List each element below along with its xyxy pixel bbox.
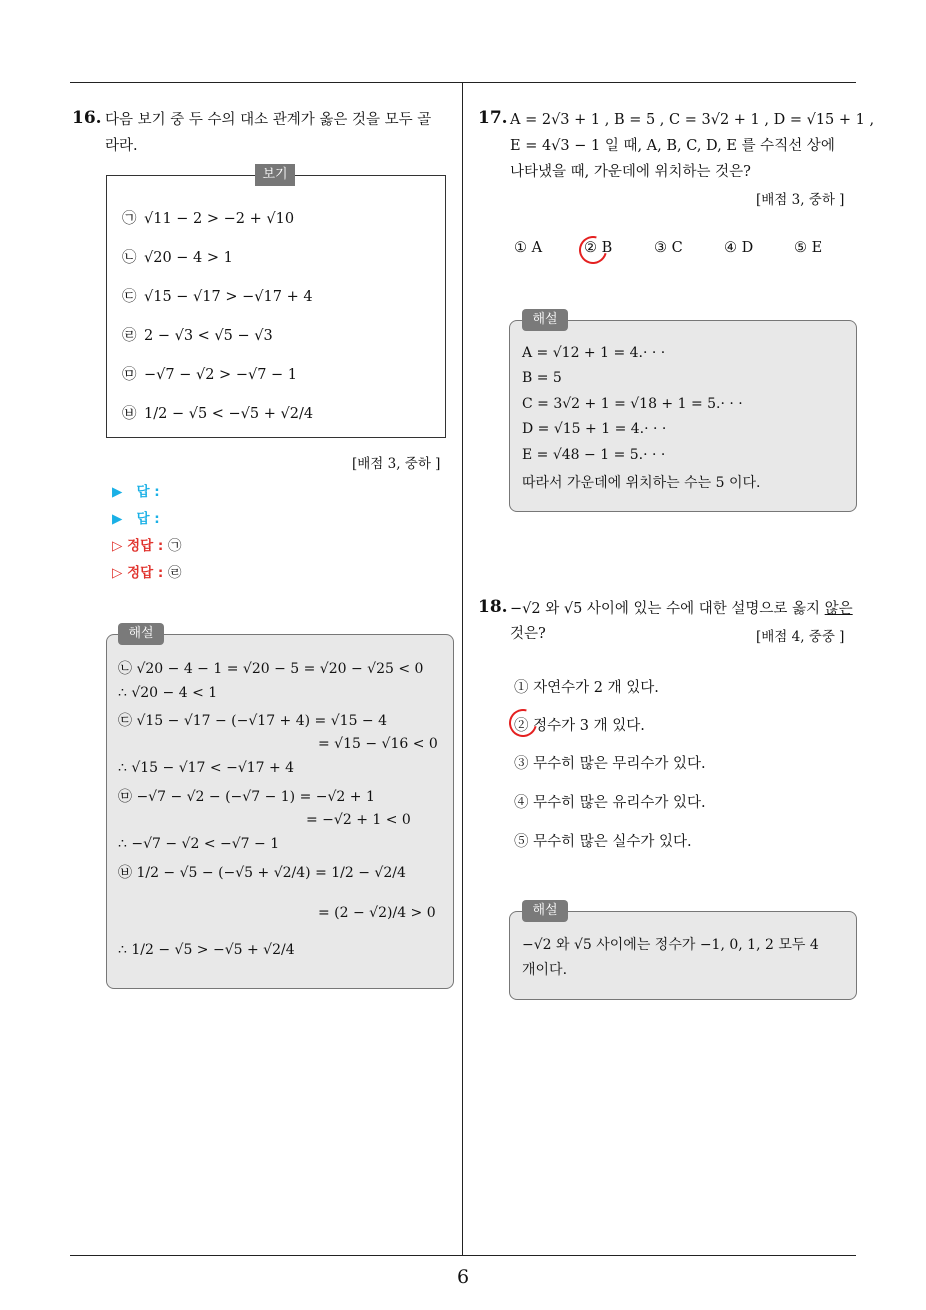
q16-solution-line: ㉡ √20 − 4 − 1 = √20 − 5 = √20 − √25 < 0 [118, 661, 424, 677]
q17-solution-tag: 해설 [522, 309, 568, 331]
bogi-title: 보기 [255, 164, 295, 186]
bottom-rule [70, 1255, 856, 1256]
q16-solution-line: ㉤ −√7 − √2 − (−√7 − 1) = −√2 + 1 [118, 789, 375, 805]
q16-stem-line1: 다음 보기 중 두 수의 대소 관계가 옳은 것을 모두 골 [105, 112, 432, 128]
q18-choice-3: ③ 무수히 많은 무리수가 있다. [514, 756, 706, 772]
q18-stem-line2: 것은? [510, 626, 546, 642]
q17-choice-2: ② B [584, 240, 613, 256]
q16-solution-line: ∴ −√7 − √2 < −√7 − 1 [118, 836, 280, 852]
q17-choice-5: ⑤ E [794, 240, 823, 256]
q16-solution-line: ∴ √20 − 4 < 1 [118, 685, 218, 701]
correct-answer-1: ▷ 정답 : ㉠ [112, 538, 182, 554]
top-rule [70, 82, 856, 83]
column-divider [462, 82, 463, 1256]
bogi-item-6: ㉥ 1/2 − √5 < −√5 + √2/4 [122, 406, 314, 422]
q18-solution-box [509, 911, 857, 1000]
q16-points: [배점 3, 중하 ] [352, 456, 441, 472]
q17-solution-line: E = √48 − 1 = 5.· · · [522, 447, 666, 463]
q18-choice-4: ④ 무수히 많은 유리수가 있다. [514, 795, 706, 811]
q17-choice-1: ① A [514, 240, 543, 256]
bogi-item-2: ㉡ √20 − 4 > 1 [122, 250, 233, 266]
q16-solution-line: = √15 − √16 < 0 [318, 736, 438, 752]
selected-answer-circle [574, 231, 612, 269]
q16-solution-tag: 해설 [118, 623, 164, 645]
q18-solution-tag: 해설 [522, 900, 568, 922]
q18-choice-2: ② 정수가 3 개 있다. [514, 718, 645, 734]
q16-number: 16. [72, 108, 102, 128]
q18-choice-5: ⑤ 무수히 많은 실수가 있다. [514, 834, 692, 850]
q17-number: 17. [478, 108, 508, 128]
bogi-item-3: ㉢ √15 − √17 > −√17 + 4 [122, 289, 313, 305]
q17-solution-line: 따라서 가운데에 위치하는 수는 5 이다. [522, 475, 761, 491]
bogi-item-1: ㉠ √11 − 2 > −2 + √10 [122, 211, 295, 227]
q17-stem-line1: A = 2√3 + 1 , B = 5 , C = 3√2 + 1 , D = √15 + 1 , [510, 112, 875, 128]
q18-number: 18. [478, 597, 508, 617]
q18-points: [배점 4, 중중 ] [756, 629, 845, 645]
q17-solution-line: A = √12 + 1 = 4.· · · [522, 345, 666, 361]
q16-solution-line: ∴ √15 − √17 < −√17 + 4 [118, 760, 295, 776]
q16-solution-line: ㉥ 1/2 − √5 − (−√5 + √2/4) = 1/2 − √2/4 [118, 865, 406, 881]
q17-stem-line2: E = 4√3 − 1 일 때, A, B, C, D, E 를 수직선 상에 [510, 138, 835, 154]
q17-choice-3: ③ C [654, 240, 683, 256]
q17-solution-line: D = √15 + 1 = 4.· · · [522, 421, 667, 437]
q18-solution-line: 개이다. [522, 962, 568, 978]
answer-line-2: ▶ 답 : [112, 511, 160, 527]
q18-solution-line: −√2 와 √5 사이에는 정수가 −1, 0, 1, 2 모두 4 [522, 937, 819, 953]
q17-choice-4: ④ D [724, 240, 754, 256]
q18-choice-1: ① 자연수가 2 개 있다. [514, 680, 659, 696]
selected-answer-circle [504, 704, 542, 742]
q18-stem-line1: −√2 와 √5 사이에 있는 수에 대한 설명으로 옳지 않은 [510, 601, 853, 617]
q16-stem-line2: 라라. [105, 138, 138, 154]
q16-solution-line: = (2 − √2)/4 > 0 [318, 905, 436, 921]
q16-solution-line: ∴ 1/2 − √5 > −√5 + √2/4 [118, 942, 295, 958]
page-number: 6 [456, 1266, 470, 1288]
q17-stem-line3: 나타냈을 때, 가운데에 위치하는 것은? [510, 164, 751, 180]
answer-line-1: ▶ 답 : [112, 484, 160, 500]
bogi-item-5: ㉤ −√7 − √2 > −√7 − 1 [122, 367, 298, 383]
q16-solution-line: = −√2 + 1 < 0 [306, 812, 411, 828]
q17-solution-line: C = 3√2 + 1 = √18 + 1 = 5.· · · [522, 396, 743, 412]
q16-solution-line: ㉢ √15 − √17 − (−√17 + 4) = √15 − 4 [118, 713, 388, 729]
q17-solution-line: B = 5 [522, 370, 562, 386]
correct-answer-2: ▷ 정답 : ㉣ [112, 565, 182, 581]
q17-points: [배점 3, 중하 ] [756, 192, 845, 208]
bogi-item-4: ㉣ 2 − √3 < √5 − √3 [122, 328, 273, 344]
